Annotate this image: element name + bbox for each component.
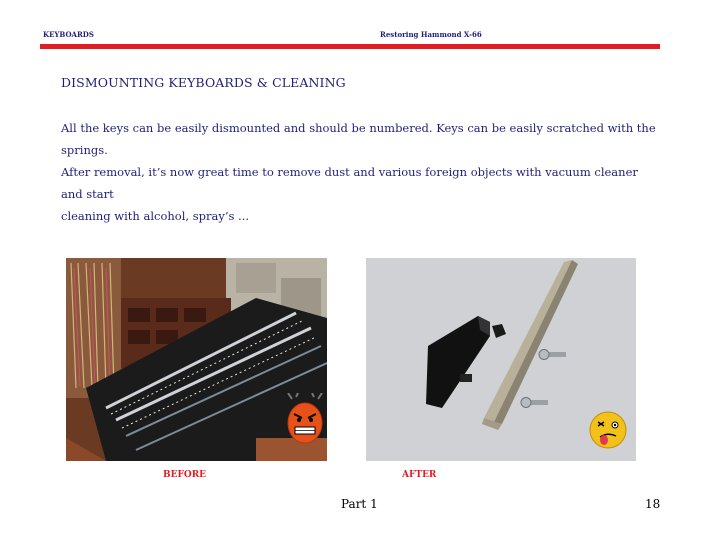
- after-photo: [366, 258, 636, 461]
- body-line: All the keys can be easily dismounted and should be numbered. Keys can be easily scratched with the springs.: [61, 121, 656, 157]
- before-caption: BEFORE: [163, 470, 207, 480]
- slide-body: [61, 117, 661, 227]
- angry-face-icon: [284, 393, 326, 445]
- dizzy-face-icon: [588, 410, 628, 450]
- footer-section: Part 1: [341, 497, 378, 511]
- header-document-title: Restoring Hammond X-66: [380, 30, 482, 39]
- after-caption: AFTER: [402, 470, 437, 480]
- body-line: cleaning with alcohol, spray’s ...: [61, 209, 250, 223]
- header-divider: [40, 44, 660, 49]
- slide-title: DISMOUNTING KEYBOARDS & CLEANING: [61, 75, 346, 90]
- body-line: After removal, it’s now great time to remove dust and various foreign objects with vacuum cleaner and start: [61, 165, 638, 201]
- header-section-label: KEYBOARDS: [43, 30, 94, 39]
- page-number: 18: [645, 497, 661, 511]
- before-photo: [66, 258, 327, 461]
